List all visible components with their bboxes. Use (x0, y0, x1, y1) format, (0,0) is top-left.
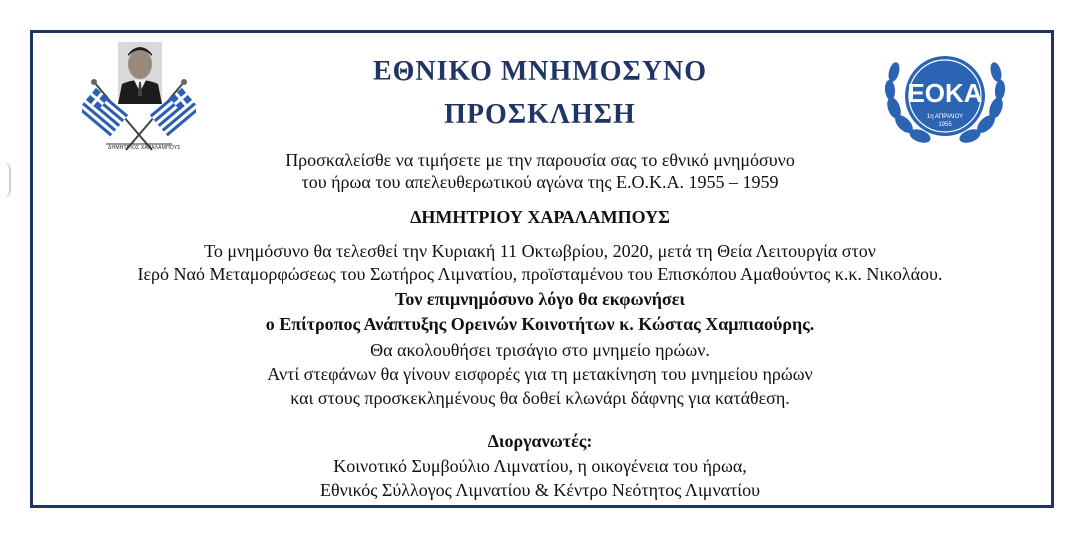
logo-subtext: 1η ΑΠΡΙΛΙΟΥ (926, 114, 964, 120)
details-line-1: Το μνημόσυνο θα τελεσθεί την Κυριακή 11 Οκτωβρίου, 2020, μετά τη Θεία Λειτουργία στον (204, 241, 876, 261)
title-line-2: ΠΡΟΣΚΛΗΣΗ (444, 99, 636, 130)
details-line-3: Τον επιμνημόσυνο λόγο θα εκφωνήσει (395, 289, 685, 309)
details-line-7: και στους προσκεκλημένους θα δοθεί κλωνάρι δάφνης για κατάθεση. (290, 388, 790, 408)
logo-year: 1955 (938, 122, 952, 128)
organizers-line-1: Κοινοτικό Συμβούλιο Λιμνατίου, η οικογένεια του ήρωα, (333, 456, 747, 476)
side-panel-handle (0, 162, 11, 198)
details-line-5: Θα ακολουθήσει τρισάγιο στο μνημείο ηρώων. (370, 340, 710, 360)
organizers-line-2: Εθνικός Σύλλογος Λιμνατίου & Κέντρο Νεότητος Λιμνατίου (319, 480, 761, 500)
title-line-1: ΕΘΝΙΚΟ ΜΝΗΜΟΣΥΝΟ (372, 56, 708, 87)
logo-text: ΕΟΚΑ (907, 78, 983, 108)
organizers-heading: Διοργανωτές: (487, 431, 593, 451)
portrait-caption: ΔΗΜΗΤΡΙΟΣ ΧΑΡΑΛΑΜΠΟΥΣ (108, 145, 181, 151)
details-line-2: Ιερό Ναό Μεταμορφώσεως του Σωτήρος Λιμνατίου, προϊσταμένου του Επισκόπου Αμαθούντος κ.κ. Νικολάου. (137, 264, 943, 284)
invitation-line-2: του ήρωα του απελευθερωτικού αγώνα της Ε.Ο.Κ.Α. 1955 – 1959 (301, 172, 779, 192)
details-line-6: Αντί στεφάνων θα γίνουν εισφορές για τη μετακίνηση του μνημείου ηρώων (267, 364, 813, 384)
hero-name: ΔΗΜΗΤΡΙΟΥ ΧΑΡΑΛΑΜΠΟΥΣ (410, 207, 670, 227)
details-line-4: ο Επίτροπος Ανάπτυξης Ορεινών Κοινοτήτων κ. Κώστας Χαμπιαούρης. (265, 314, 815, 334)
invitation-line-1: Προσκαλείσθε να τιμήσετε με την παρουσία σας το εθνικό μνημόσυνο (285, 150, 795, 170)
